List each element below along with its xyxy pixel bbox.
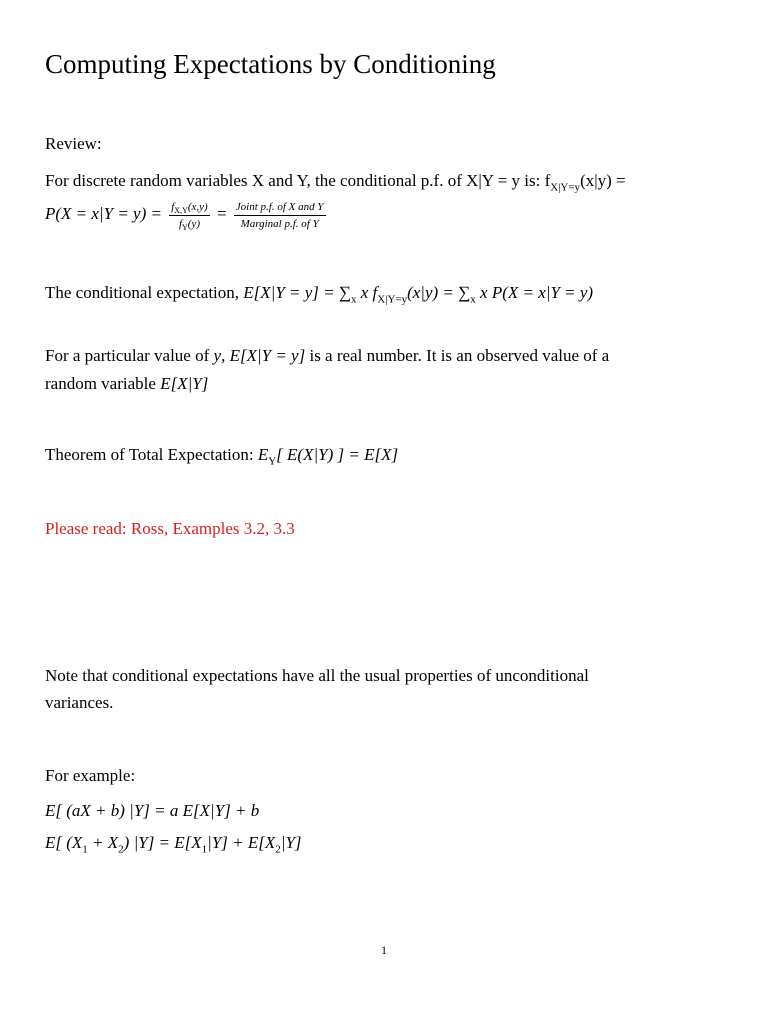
- joint-over-marginal-fraction: [169, 200, 209, 231]
- note-line-2: variances.: [45, 693, 114, 712]
- conditional-pf-intro: For discrete random variables X and Y, the conditional p.f. of X|Y = y is: f: [45, 171, 551, 190]
- conditional-pf-tail: (x|y) =: [580, 171, 626, 190]
- conditional-expectation-label: The conditional expectation,: [45, 283, 244, 302]
- example-linearity: E[ (aX + b) |Y] = a E[X|Y] + b: [45, 801, 260, 820]
- conditional-pf-line: [45, 167, 626, 195]
- text-fraction: [234, 200, 326, 231]
- text-fraction-denominator: Marginal p.f. of Y: [240, 217, 319, 230]
- prob-expression: P(X = x|Y = y) =: [45, 204, 162, 223]
- for-example-label: For example:: [45, 766, 136, 785]
- fraction-numerator: $f_{X,Y}(x,y)$: [171, 200, 208, 215]
- note-line-1: Note that conditional expectations have all the usual properties of unconditional: [45, 666, 589, 685]
- page-number: 1: [381, 943, 387, 957]
- example-sum: E[ $(X_1 + X_2) |Y] = E[X_1|Y] + E[X_2|Y]$: [45, 833, 302, 856]
- particular-value-line-2: random variable E[X|Y]: [45, 374, 209, 393]
- conditional-expectation-line: The conditional expectation, $E[X|Y = y] = \sum_x$ x $f_{X|Y=y}(x|y) = \sum_x$ x P(X = x|Y = y): [45, 283, 594, 306]
- page-title: Computing Expectations by Conditioning: [45, 49, 496, 79]
- particular-value-line-1: For a particular value of y, E[X|Y = y] is a real number. It is an observed value of a: [45, 346, 610, 365]
- please-read-note: Please read: Ross, Examples 3.2, 3.3: [45, 519, 295, 538]
- review-label: Review:: [45, 134, 102, 153]
- conditional-pf-formula: [45, 198, 329, 231]
- total-expectation-theorem: Theorem of Total Expectation: $E_Y$[ E(X|Y) ] = E[X]: [45, 445, 399, 468]
- fraction-denominator: $f_Y(y)$: [178, 217, 200, 232]
- text-fraction-numerator: Joint p.f. of X and Y: [234, 200, 326, 216]
- conditional-pf-sub: X|Y=y: [550, 181, 581, 194]
- equals-sign: =: [216, 204, 227, 223]
